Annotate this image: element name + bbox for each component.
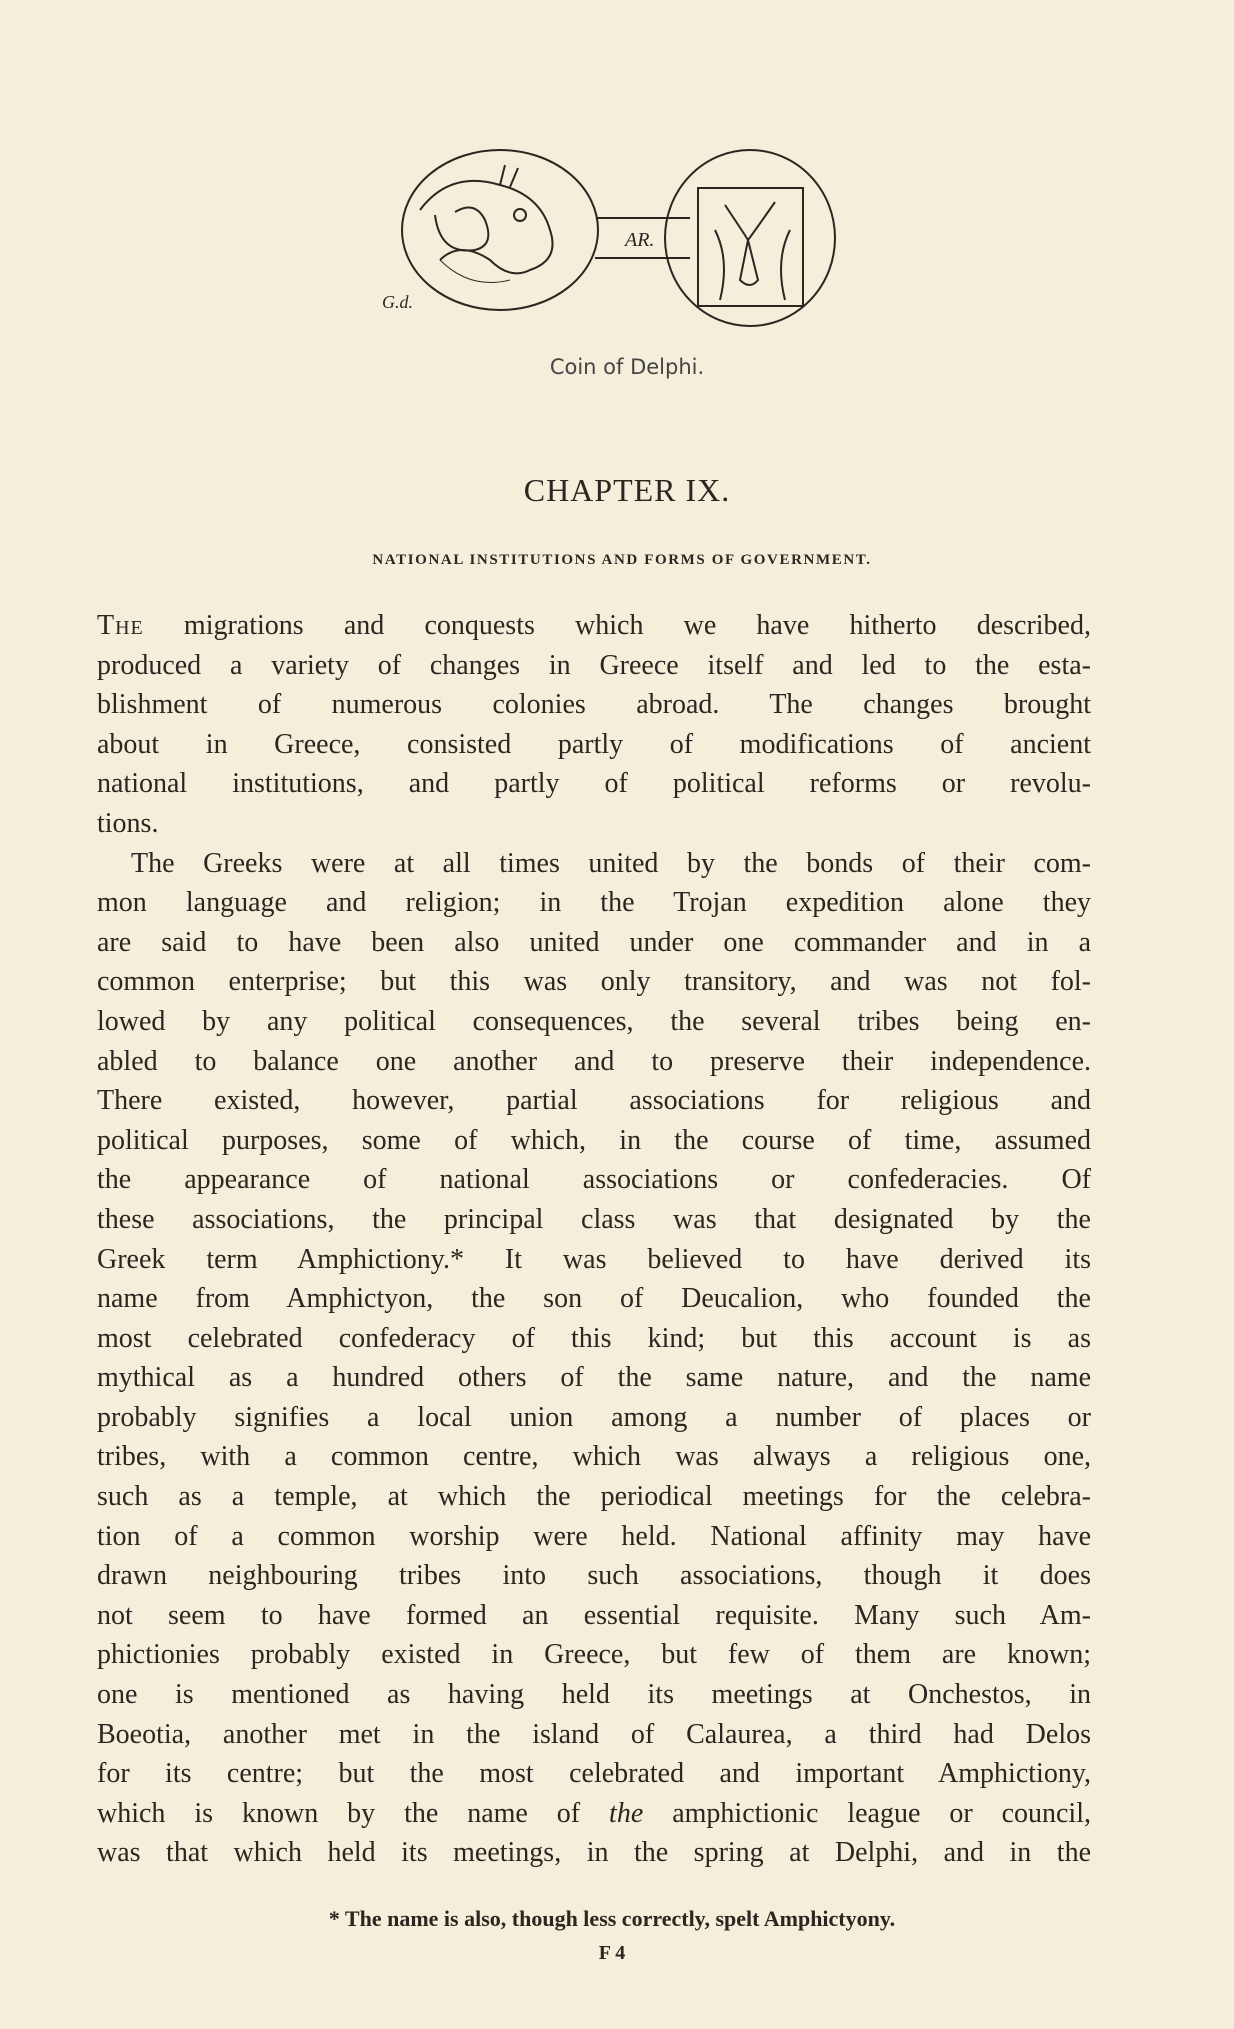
text-line: tions.: [97, 807, 159, 839]
text-line: one is mentioned as having held its meetings at Onchestos, in: [97, 1679, 1091, 1711]
text-line: probably signifies a local union among a number of places or: [97, 1401, 1091, 1433]
drop-word: The: [97, 610, 144, 641]
text-line: name from Amphictyon, the son of Deucalion, who founded the: [97, 1283, 1091, 1315]
text-line: was that which held its meetings, in the spring at Delphi, and in the: [97, 1837, 1091, 1869]
text-line: political purposes, some of which, in the course of time, assumed: [97, 1124, 1091, 1156]
text-line: most celebrated confederacy of this kind; but this account is as: [97, 1322, 1091, 1354]
text-segment: the: [609, 1797, 644, 1829]
text-line: not seem to have formed an essential requisite. Many such Am-: [97, 1599, 1091, 1631]
figure-caption: Coin of Delphi.: [549, 355, 705, 379]
text-line: abled to balance one another and to preserve their independence.: [97, 1045, 1091, 1077]
coin-of-delphi-illustration: [380, 140, 840, 330]
text-line: Boeotia, another met in the island of Calaurea, a third had Delos: [97, 1718, 1091, 1750]
text-line: such as a temple, at which the periodical meetings for the celebra-: [97, 1481, 1091, 1513]
text-line: produced a variety of changes in Greece itself and led to the esta-: [97, 649, 1091, 681]
engraver-mark: G.d.: [382, 292, 413, 312]
coin-mark-ar: AR.: [625, 229, 655, 251]
text-segment: amphictionic league or council,: [643, 1797, 1091, 1829]
text-line: are said to have been also united under one commander and in a: [97, 926, 1091, 958]
text-line: Greek term Amphictiony.* It was believed to have derived its: [97, 1243, 1091, 1275]
text-line: for its centre; but the most celebrated and important Amphictiony,: [97, 1758, 1091, 1790]
text-line: There existed, however, partial associations for religious and: [97, 1085, 1091, 1117]
text-line: phictionies probably existed in Greece, but few of them are known;: [97, 1639, 1091, 1671]
text-line: mythical as a hundred others of the same nature, and the name: [97, 1362, 1091, 1394]
text-line: [97, 606, 1091, 646]
text-line: blishment of numerous colonies abroad. The changes brought: [97, 689, 1091, 721]
text-segment: which is known by the name of: [97, 1797, 610, 1829]
text-line: the appearance of national associations or confederacies. Of: [97, 1164, 1091, 1196]
signature-mark: F 4: [598, 1942, 626, 1964]
text-segment: migrations and conquests which we have hitherto described,: [143, 610, 1091, 641]
chapter-subtitle: NATIONAL INSTITUTIONS AND FORMS OF GOVERNMENT.: [372, 552, 872, 568]
text-line: these associations, the principal class was that designated by the: [97, 1203, 1091, 1235]
text-line: common enterprise; but this was only transitory, and was not fol-: [97, 966, 1091, 998]
text-line: [97, 1794, 1091, 1834]
text-line: about in Greece, consisted partly of modifications of ancient: [97, 728, 1091, 760]
footnote: * The name is also, though less correctly, spelt Amphictyony.: [328, 1906, 896, 1931]
text-line: The Greeks were at all times united by the bonds of their com-: [131, 847, 1091, 879]
text-line: tion of a common worship were held. National affinity may have: [97, 1520, 1091, 1552]
body-text: [97, 606, 1091, 1873]
text-line: mon language and religion; in the Trojan expedition alone they: [97, 887, 1091, 919]
text-line: national institutions, and partly of political reforms or revolu-: [97, 768, 1091, 800]
text-line: drawn neighbouring tribes into such associations, though it does: [97, 1560, 1091, 1592]
text-line: tribes, with a common centre, which was always a religious one,: [97, 1441, 1091, 1473]
text-line: lowed by any political consequences, the several tribes being en-: [97, 1005, 1091, 1037]
chapter-title: CHAPTER IX.: [523, 472, 731, 508]
